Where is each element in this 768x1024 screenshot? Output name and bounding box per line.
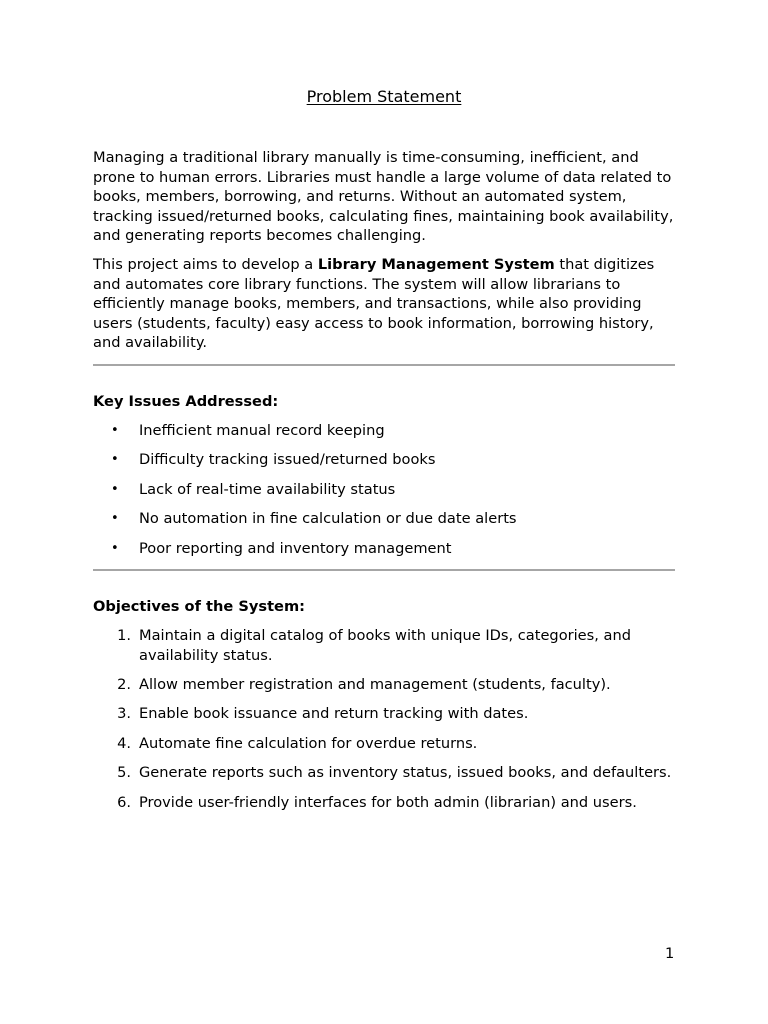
list-item-text: Allow member registration and management (students, faculty). xyxy=(139,675,611,693)
list-item xyxy=(93,704,675,724)
objectives-heading: Objectives of the System: xyxy=(93,598,305,615)
bullet-marker: • xyxy=(111,452,119,468)
item-number: 6. xyxy=(117,793,131,811)
section-divider xyxy=(93,364,675,366)
list-item xyxy=(93,509,675,529)
list-item-text: Automate fine calculation for overdue returns. xyxy=(139,734,478,752)
list-item xyxy=(93,450,675,470)
list-item-text: Difficulty tracking issued/returned books xyxy=(139,451,436,469)
bullet-marker: • xyxy=(111,540,119,556)
intro-paragraph: Managing a traditional library manually is time-consuming, inefficient, and prone to human errors. Libraries must handle a large volume of data related to books, members, borrowing, and returns. Without an automated system, tracking issued/returned books, calculating fines, maintaining book availability, and generating reports becomes challenging. xyxy=(93,149,674,245)
item-number: 3. xyxy=(117,705,131,723)
objectives-list xyxy=(93,626,675,822)
list-item xyxy=(93,539,675,559)
list-item-text: Lack of real-time availability status xyxy=(139,480,396,498)
project-paragraph xyxy=(93,255,675,353)
key-issues-list xyxy=(93,421,675,568)
list-item xyxy=(93,734,675,754)
list-item xyxy=(93,421,675,441)
bullet-marker: • xyxy=(111,423,119,438)
project-paragraph-lead: This project aims to develop a xyxy=(93,256,318,273)
project-paragraph-rest: that digitizes and automates core library functions. The system will allow librarians to efficiently manage books, members, and transactions, while also providing users (students, faculty) easy access to book information, borrowing history, and availability. xyxy=(93,256,655,352)
project-name: Library Management System xyxy=(317,256,555,273)
item-number: 5. xyxy=(117,764,131,782)
item-number: 2. xyxy=(117,675,131,693)
list-item-text: Generate reports such as inventory status, issued books, and defaulters. xyxy=(139,764,672,782)
list-item-text: Maintain a digital catalog of books with unique IDs, categories, and availability status. xyxy=(139,627,631,664)
list-item-text: Poor reporting and inventory management xyxy=(139,539,452,557)
list-item xyxy=(93,480,675,500)
section-divider xyxy=(93,569,675,571)
list-item-text: No automation in fine calculation or due date alerts xyxy=(139,510,517,528)
list-item-text: Provide user-friendly interfaces for both admin (librarian) and users. xyxy=(139,793,637,811)
list-item xyxy=(93,793,675,813)
list-item-text: Inefficient manual record keeping xyxy=(139,422,385,439)
key-issues-heading: Key Issues Addressed: xyxy=(93,393,279,410)
page-title: Problem Statement xyxy=(306,87,462,106)
bullet-marker: • xyxy=(111,511,119,527)
list-item-text: Enable book issuance and return tracking with dates. xyxy=(139,705,529,723)
item-number: 4. xyxy=(117,734,131,752)
list-item xyxy=(93,763,675,783)
list-item xyxy=(93,675,675,695)
item-number: 1. xyxy=(117,627,131,644)
bullet-marker: • xyxy=(111,481,119,497)
page-number: 1 xyxy=(665,945,675,962)
list-item xyxy=(93,626,675,665)
